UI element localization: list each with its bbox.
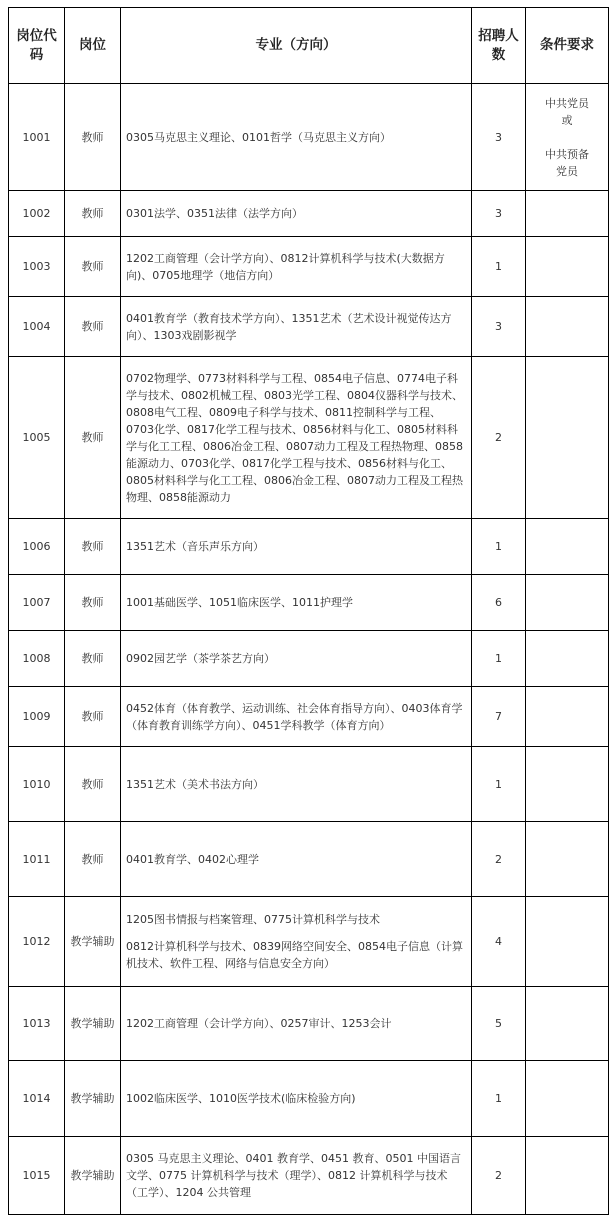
cell-count: 1: [472, 631, 526, 687]
cell-major: [121, 1061, 472, 1137]
cell-count: 3: [472, 297, 526, 357]
cell-post: 教师: [65, 237, 121, 297]
cell-count: 6: [472, 575, 526, 631]
table-row: [9, 519, 609, 575]
cell-major: [121, 631, 472, 687]
header-requirements: 条件要求: [526, 8, 609, 84]
cell-post: 教师: [65, 191, 121, 237]
cell-major: [121, 297, 472, 357]
major-text: 1001基础医学、1051临床医学、1011护理学: [126, 596, 353, 609]
major-text: 1202工商管理（会计学方向）、0812计算机科学与技术(大数据方向)、0705地理学（地信方向）: [126, 251, 445, 282]
cell-requirements: [526, 575, 609, 631]
cell-code: 1001: [9, 84, 65, 191]
cell-major: [121, 687, 472, 747]
cell-requirements: [526, 687, 609, 747]
cell-post: 教师: [65, 631, 121, 687]
cell-requirements: [526, 1137, 609, 1215]
requirement-text: 中共预备: [545, 147, 589, 161]
table-row: [9, 822, 609, 897]
major-text: 1351艺术（音乐声乐方向）: [126, 540, 264, 553]
table-row: [9, 631, 609, 687]
cell-requirements: [526, 987, 609, 1061]
cell-post: 教师: [65, 687, 121, 747]
major-text: 0301法学、0351法律（法学方向）: [126, 207, 303, 220]
cell-count: 2: [472, 357, 526, 519]
cell-major: [121, 237, 472, 297]
cell-code: 1013: [9, 987, 65, 1061]
table-row: [9, 1137, 609, 1215]
cell-major: [121, 822, 472, 897]
major-text: 0401教育学、0402心理学: [126, 852, 259, 866]
cell-code: 1009: [9, 687, 65, 747]
cell-major: [121, 987, 472, 1061]
cell-requirements: [526, 822, 609, 897]
cell-count: 1: [472, 237, 526, 297]
cell-post: 教师: [65, 575, 121, 631]
cell-requirements: [526, 1061, 609, 1137]
table-row: [9, 297, 609, 357]
cell-code: 1015: [9, 1137, 65, 1215]
table-header-row: [9, 8, 609, 84]
cell-post: 教师: [65, 822, 121, 897]
cell-count: 3: [472, 84, 526, 191]
table-row: [9, 191, 609, 237]
cell-requirements: [526, 357, 609, 519]
cell-requirements: [526, 84, 609, 191]
table-row: [9, 897, 609, 987]
cell-code: 1006: [9, 519, 65, 575]
major-text: 0305马克思主义理论、0101哲学（马克思主义方向）: [126, 130, 391, 144]
major-text: 0702物理学、0773材料科学与工程、0854电子信息、0774电子科学与技术、0802机械工程、0803光学工程、0804仪器科学与技术、0808电气工程、0809电子科学与技术、0811控制科学与工程、0703化学、0817化学工程与技术、0856材料与化工、0805材料科学与化工工程、0806冶金工程、0807动力工程及工程热物理、0858能源动力、0703化学、0817化学工程与技术、0856材料与化工、0805材料科学与化工工程、0806冶金工程、0807动力工程及工程热物理、0858能源动力: [126, 371, 463, 504]
cell-major: [121, 575, 472, 631]
cell-major: [121, 191, 472, 237]
cell-post: 教学辅助: [65, 897, 121, 987]
table-body: [9, 84, 609, 1215]
recruitment-table: [8, 7, 609, 1215]
header-major: 专业（方向）: [121, 8, 472, 84]
cell-code: 1012: [9, 897, 65, 987]
requirement-text: 中共党员: [545, 96, 589, 110]
cell-post: 教师: [65, 747, 121, 822]
cell-post: 教师: [65, 519, 121, 575]
cell-count: 2: [472, 1137, 526, 1215]
header-count: 招聘人数: [472, 8, 526, 84]
cell-code: 1010: [9, 747, 65, 822]
major-text: 0902园艺学（茶学茶艺方向）: [126, 652, 275, 665]
cell-count: 5: [472, 987, 526, 1061]
cell-requirements: [526, 191, 609, 237]
cell-code: 1008: [9, 631, 65, 687]
cell-count: 4: [472, 897, 526, 987]
cell-requirements: [526, 519, 609, 575]
requirement-text: 党员: [556, 164, 578, 178]
cell-count: 1: [472, 519, 526, 575]
requirement-gap: [530, 129, 604, 146]
cell-major: [121, 747, 472, 822]
major-text: 1351艺术（美术书法方向）: [126, 777, 264, 791]
major-text: 1002临床医学、1010医学技术(临床检验方向): [126, 1092, 356, 1105]
cell-major: [121, 1137, 472, 1215]
requirement-text: 或: [561, 113, 573, 127]
cell-requirements: [526, 897, 609, 987]
cell-post: 教学辅助: [65, 987, 121, 1061]
cell-count: 3: [472, 191, 526, 237]
cell-count: 1: [472, 747, 526, 822]
table-row: [9, 237, 609, 297]
table-row: [9, 575, 609, 631]
table-row: [9, 747, 609, 822]
cell-requirements: [526, 237, 609, 297]
cell-requirements: [526, 747, 609, 822]
header-post: 岗位: [65, 8, 121, 84]
major-text: 1202工商管理（会计学方向）、0257审计、1253会计: [126, 1017, 392, 1030]
cell-code: 1005: [9, 357, 65, 519]
cell-code: 1003: [9, 237, 65, 297]
cell-major: [121, 84, 472, 191]
table-row: [9, 1061, 609, 1137]
cell-major: [121, 357, 472, 519]
cell-count: 2: [472, 822, 526, 897]
major-text: 1205图书情报与档案管理、0775计算机科学与技术: [126, 913, 380, 926]
cell-code: 1004: [9, 297, 65, 357]
table-row: [9, 687, 609, 747]
major-text: 0305 马克思主义理论、0401 教育学、0451 教育、0501 中国语言文学、0775 计算机科学与技术（理学）、0812 计算机科学与技术（工学）、1204 公共管理: [126, 1152, 461, 1199]
cell-post: 教学辅助: [65, 1061, 121, 1137]
cell-requirements: [526, 297, 609, 357]
cell-code: 1011: [9, 822, 65, 897]
major-text: 0812计算机科学与技术、0839网络空间安全、0854电子信息（计算机技术、软件工程、网络与信息安全方向）: [126, 940, 463, 970]
cell-major: [121, 897, 472, 987]
table-row: [9, 987, 609, 1061]
cell-post: 教师: [65, 297, 121, 357]
cell-post: 教师: [65, 357, 121, 519]
cell-major: [121, 519, 472, 575]
cell-code: 1014: [9, 1061, 65, 1137]
cell-code: 1007: [9, 575, 65, 631]
cell-post: 教师: [65, 84, 121, 191]
table-row: [9, 357, 609, 519]
table-row: [9, 84, 609, 191]
cell-count: 1: [472, 1061, 526, 1137]
major-text: 0452体育（体育教学、运动训练、社会体育指导方向）、0403体育学（体育教育训练学方向）、0451学科教学（体育方向）: [126, 701, 463, 732]
major-text: 0401教育学（教育技术学方向）、1351艺术（艺术设计视觉传达方向）、1303戏剧影视学: [126, 311, 452, 342]
cell-code: 1002: [9, 191, 65, 237]
cell-count: 7: [472, 687, 526, 747]
header-code: 岗位代码: [9, 8, 65, 84]
cell-requirements: [526, 631, 609, 687]
cell-post: 教学辅助: [65, 1137, 121, 1215]
